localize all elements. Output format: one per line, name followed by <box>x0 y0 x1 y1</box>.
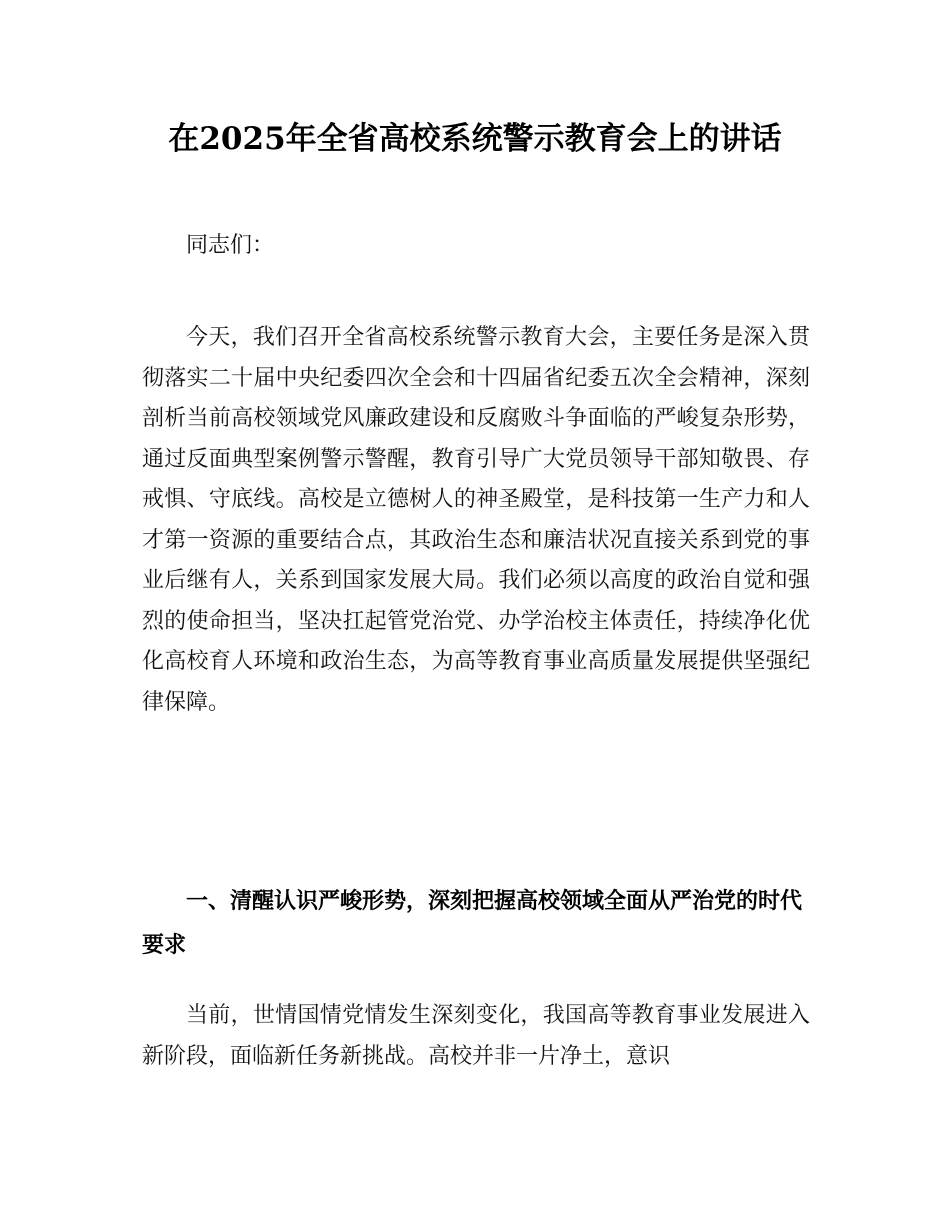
section-heading-1: 一、清醒认识严峻形势，深刻把握高校领域全面从严治党的时代要求 <box>142 889 803 958</box>
salutation: 同志们： <box>186 233 275 258</box>
paragraph-section-1: 当前，世情国情党情发生深刻变化，我国高等教育事业发展进入新阶段，面临新任务新挑战。高校并非一片净土，意识 <box>142 1003 810 1069</box>
document-title: 在2025年全省高校系统警示教育会上的讲话 <box>168 121 782 157</box>
paragraph-opening: 今天，我们召开全省高校系统警示教育大会，主要任务是深入贯彻落实二十届中央纪委四次全会和十四届省纪委五次全会精神，深刻剖析当前高校领域党风廉政建设和反腐败斗争面临的严峻复杂形势，通过反面典型案例警示警醒，教育引导广大党员领导干部知敬畏、存戒惧、守底线。高校是立德树人的神圣殿堂，是科技第一生产力和人才第一资源的重要结合点，其政治生态和廉洁状况直接关系到党的事业后继有人，关系到国家发展大局。我们必须以高度的政治自觉和强烈的使命担当，坚决扛起管党治党、办学治校主体责任，持续净化优化高校育人环境和政治生态，为高等教育事业高质量发展提供坚强纪律保障。 <box>142 325 810 715</box>
